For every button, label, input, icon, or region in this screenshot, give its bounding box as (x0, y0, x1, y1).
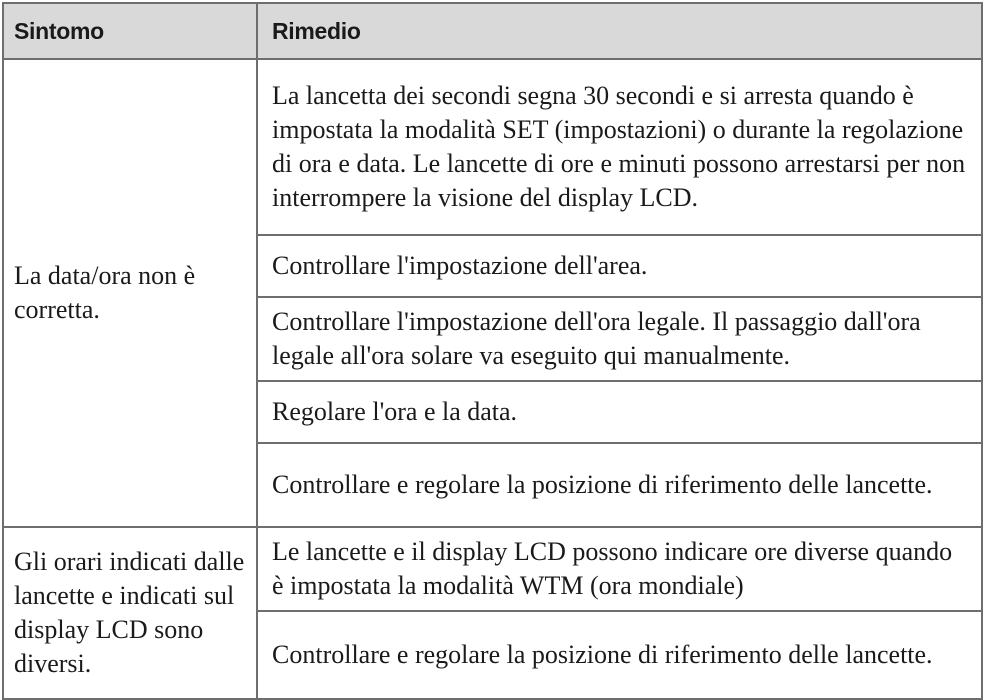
header-symptom: Sintomo (3, 3, 257, 59)
remedy-cell: Controllare e regolare la posizione di riferimento delle lancette. (257, 443, 982, 527)
remedy-cell: La lancetta dei secondi segna 30 secondi e si arresta quando è impostata la modalità SET (impostazioni) o durante la regolazione di ora e data. Le lancette di ore e minuti possono arrestarsi per non interrompere la visione del display LCD. (257, 59, 982, 235)
table-row (3, 527, 982, 611)
symptom-cell: La data/ora non è corretta. (3, 59, 257, 527)
remedy-cell: Controllare e regolare la posizione di riferimento delle lancette. (257, 611, 982, 699)
remedy-cell: Le lancette e il display LCD possono indicare ore diverse quando è impostata la modalità WTM (ora mondiale) (257, 527, 982, 611)
remedy-cell: Regolare l'ora e la data. (257, 381, 982, 443)
header-row (3, 3, 982, 59)
remedy-cell: Controllare l'impostazione dell'ora legale. Il passaggio dall'ora legale all'ora solare va eseguito qui manualmente. (257, 297, 982, 381)
header-remedy: Rimedio (257, 3, 982, 59)
table-row (3, 59, 982, 235)
symptom-cell: Gli orari indicati dalle lancette e indicati sul display LCD sono diversi. (3, 527, 257, 699)
remedy-cell: Controllare l'impostazione dell'area. (257, 235, 982, 297)
troubleshooting-table (2, 2, 983, 700)
